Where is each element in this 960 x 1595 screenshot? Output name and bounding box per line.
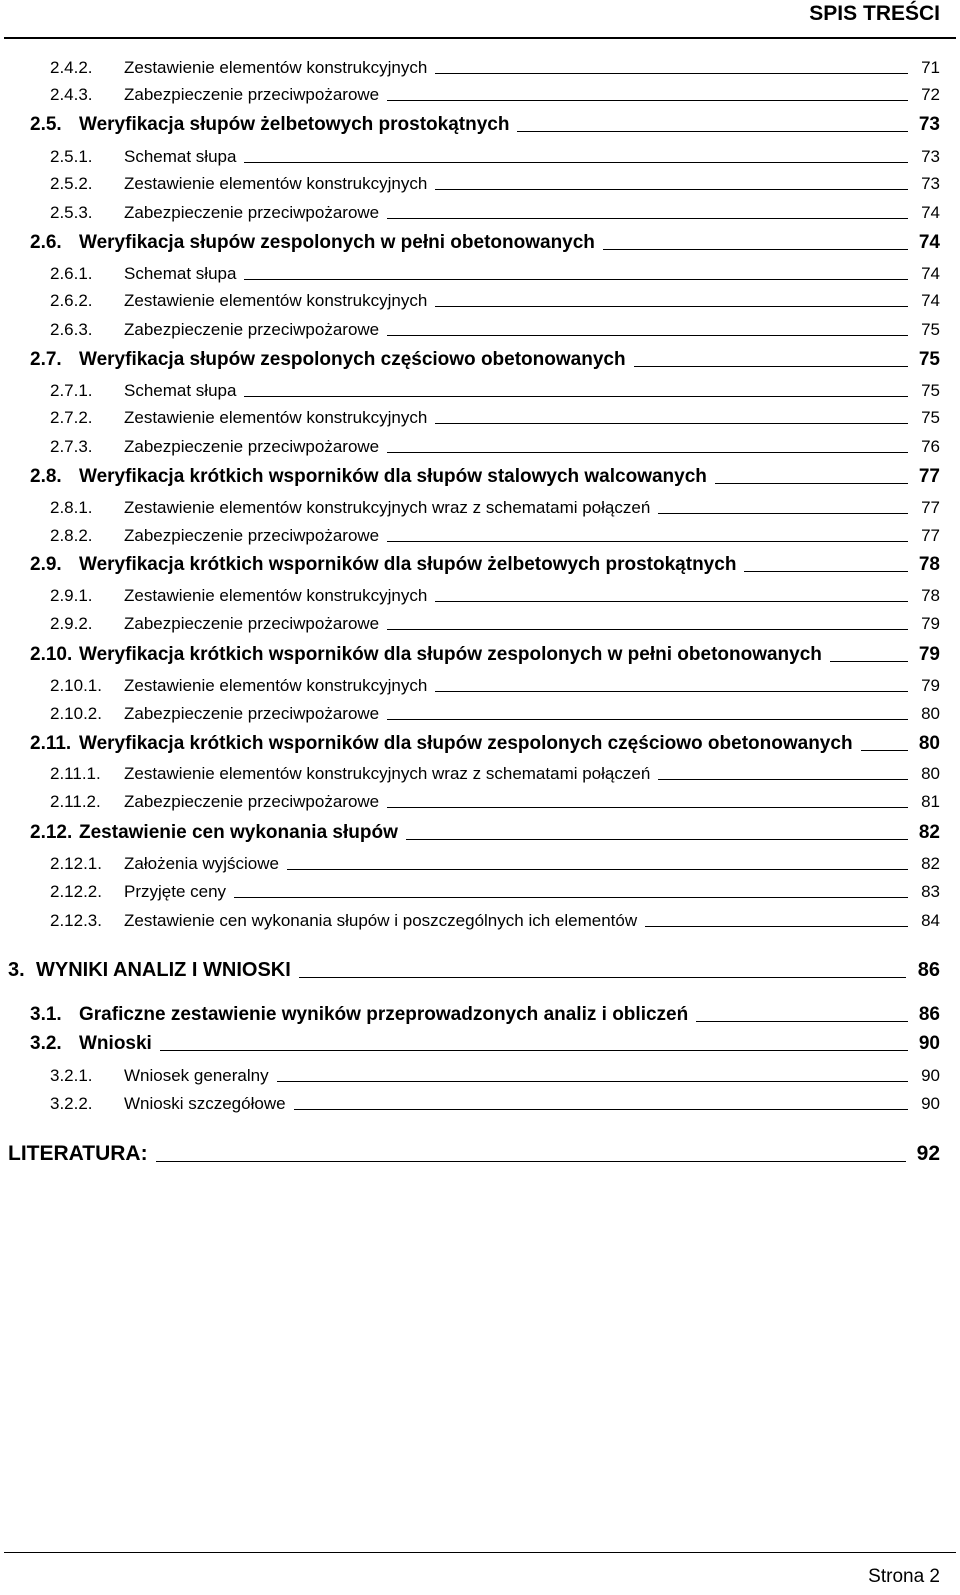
toc-entry-leader-line [435, 306, 908, 307]
toc-entry-page: 81 [921, 792, 940, 811]
toc-entry-title: Zestawienie elementów konstrukcyjnych [124, 291, 428, 310]
toc-entry-title: Założenia wyjściowe [124, 854, 279, 873]
toc-entry-number: 3.2.1. [50, 1066, 93, 1085]
toc-entry-number: 2.12.1. [50, 854, 102, 873]
toc-entry-title: Schemat słupa [124, 147, 237, 166]
toc-entry-title: Wnioski szczegółowe [124, 1094, 286, 1113]
toc-entry-leader-line [406, 839, 908, 840]
toc-entry-leader-line [234, 897, 908, 898]
toc-entry-page: 84 [921, 911, 940, 930]
toc-entry[interactable] [0, 1000, 960, 1026]
toc-entry-page: 74 [918, 232, 940, 253]
toc-entry[interactable] [0, 956, 960, 982]
toc-entry[interactable] [0, 197, 960, 223]
toc-entry-leader-line [299, 977, 906, 978]
toc-entry[interactable] [0, 818, 960, 844]
toc-entry-leader-line [517, 131, 908, 132]
toc-entry-leader-line [387, 629, 908, 630]
toc-entry-page: 73 [921, 147, 940, 166]
toc-entry-page: 72 [921, 85, 940, 104]
toc-entry-leader-line [287, 869, 908, 870]
toc-entry[interactable] [0, 52, 960, 78]
toc-entry-leader-line [387, 100, 908, 101]
toc-entry[interactable] [0, 520, 960, 546]
toc-entry-title: Zabezpieczenie przeciwpożarowe [124, 437, 380, 456]
toc-entry-number: 2.10.2. [50, 704, 102, 723]
toc-entry-number: 2.5. [30, 114, 62, 135]
toc-entry[interactable] [0, 729, 960, 755]
toc-entry-page: 82 [918, 822, 940, 843]
toc-entry-leader-line [294, 1109, 908, 1110]
footer-divider [4, 1552, 956, 1553]
toc-entry-leader-line [634, 366, 908, 367]
toc-entry-leader-line [645, 926, 908, 927]
toc-entry-title: Zabezpieczenie przeciwpożarowe [124, 526, 380, 545]
toc-entry-title: Weryfikacja słupów zespolonych w pełni obetonowanych [79, 232, 595, 253]
toc-entry-page: 74 [921, 291, 940, 310]
toc-entry-number: 2.12. [30, 822, 73, 843]
toc-entry[interactable] [0, 758, 960, 784]
toc-entry-page: 80 [921, 764, 940, 783]
toc-entry-leader-line [244, 162, 908, 163]
toc-entry[interactable] [0, 141, 960, 167]
toc-entry-title: Zestawienie elementów konstrukcyjnych [124, 174, 428, 193]
toc-entry-number: 3.1. [30, 1004, 62, 1025]
toc-entry-number: 2.10.1. [50, 676, 102, 695]
toc-entry[interactable] [0, 168, 960, 194]
toc-entry-number: 2.9.1. [50, 586, 93, 605]
toc-entry-leader-line [387, 335, 908, 336]
toc-entry-page: 90 [918, 1033, 940, 1054]
toc-entry-leader-line [435, 73, 908, 74]
toc-entry-leader-line [435, 423, 908, 424]
toc-entry-title: Graficzne zestawienie wyników przeprowadzonych analiz i obliczeń [79, 1004, 689, 1025]
toc-entry-number: 2.7.2. [50, 408, 93, 427]
header-divider [4, 37, 956, 39]
toc-entry[interactable] [0, 1088, 960, 1114]
toc-entry-page: 73 [918, 114, 940, 135]
toc-entry-leader-line [387, 719, 908, 720]
toc-entry-leader-line [435, 189, 908, 190]
toc-entry[interactable] [0, 228, 960, 254]
toc-entry[interactable] [0, 670, 960, 696]
toc-entry[interactable] [0, 285, 960, 311]
toc-entry-number: 2.12.3. [50, 911, 102, 930]
toc-entry-number: 3. [8, 959, 25, 981]
toc-entry-leader-line [387, 807, 908, 808]
toc-entry-leader-line [387, 218, 908, 219]
toc-entry-title: Wnioski [79, 1033, 152, 1054]
toc-entry[interactable] [0, 848, 960, 874]
toc-entry-page: 80 [921, 704, 940, 723]
toc-entry-number: 2.9.2. [50, 614, 93, 633]
toc-entry-page: 79 [918, 644, 940, 665]
toc-entry-page: 78 [921, 586, 940, 605]
toc-entry-title: Weryfikacja krótkich wsporników dla słupów stalowych walcowanych [79, 466, 707, 487]
toc-entry-title: Wniosek generalny [124, 1066, 269, 1085]
toc-entry-page: 82 [921, 854, 940, 873]
toc-entry[interactable] [0, 1029, 960, 1055]
toc-entry[interactable] [0, 492, 960, 518]
toc-entry-title: Zabezpieczenie przeciwpożarowe [124, 203, 380, 222]
toc-entry-title: Zestawienie elementów konstrukcyjnych wraz z schematami połączeń [124, 764, 651, 783]
toc-entry-page: 77 [918, 466, 940, 487]
toc-entry-title: Zabezpieczenie przeciwpożarowe [124, 320, 380, 339]
toc-entry[interactable] [0, 698, 960, 724]
toc-entry-page: 71 [921, 58, 940, 77]
toc-entry-page: 75 [921, 408, 940, 427]
toc-entry-page: 75 [918, 349, 940, 370]
toc-entry-page: 74 [921, 264, 940, 283]
toc-entry-title: Zestawienie elementów konstrukcyjnych [124, 676, 428, 695]
toc-entry-page: 79 [921, 614, 940, 633]
toc-entry-leader-line [277, 1081, 908, 1082]
toc-entry-page: 75 [921, 320, 940, 339]
page-header-title: SPIS TREŚCI [809, 2, 940, 25]
toc-entry-number: 2.5.3. [50, 203, 93, 222]
toc-entry-leader-line [387, 541, 908, 542]
toc-entry-page: 86 [918, 1004, 940, 1025]
toc-entry-title: Schemat słupa [124, 381, 237, 400]
toc-entry-leader-line [658, 513, 908, 514]
toc-entry-page: 90 [921, 1066, 940, 1085]
toc-entry-title: Zabezpieczenie przeciwpożarowe [124, 704, 380, 723]
toc-entry-number: 2.8. [30, 466, 62, 487]
toc-entry-title: Zestawienie cen wykonania słupów [79, 822, 398, 843]
toc-entry-title: LITERATURA: [8, 1142, 148, 1165]
toc-entry-page: 77 [921, 498, 940, 517]
toc-entry-title: Weryfikacja krótkich wsporników dla słupów zespolonych w pełni obetonowanych [79, 644, 822, 665]
toc-entry-title: Zabezpieczenie przeciwpożarowe [124, 85, 380, 104]
toc-entry-number: 2.7.1. [50, 381, 93, 400]
toc-entry-title: Weryfikacja krótkich wsporników dla słupów żelbetowych prostokątnych [79, 554, 737, 575]
toc-entry-leader-line [696, 1021, 908, 1022]
toc-entry-title: Zabezpieczenie przeciwpożarowe [124, 614, 380, 633]
toc-entry[interactable] [0, 1140, 960, 1166]
toc-entry[interactable] [0, 1060, 960, 1086]
toc-entry-number: 2.11.1. [50, 764, 101, 783]
toc-entry-leader-line [160, 1050, 908, 1051]
toc-entry-page: 74 [921, 203, 940, 222]
toc-entry-title: Zestawienie elementów konstrukcyjnych [124, 586, 428, 605]
toc-entry[interactable] [0, 608, 960, 634]
toc-entry-title: Zestawienie cen wykonania słupów i poszczególnych ich elementów [124, 911, 638, 930]
toc-entry-number: 2.6.1. [50, 264, 93, 283]
toc-entry-number: 3.2. [30, 1033, 62, 1054]
toc-entry-leader-line [387, 452, 908, 453]
toc-entry-number: 2.5.2. [50, 174, 93, 193]
toc-entry-page: 78 [918, 554, 940, 575]
toc-entry[interactable] [0, 110, 960, 136]
toc-entry[interactable] [0, 876, 960, 902]
toc-entry-title: WYNIKI ANALIZ I WNIOSKI [36, 959, 291, 981]
toc-entry-number: 3.2.2. [50, 1094, 93, 1113]
toc-entry-page: 79 [921, 676, 940, 695]
toc-entry[interactable] [0, 580, 960, 606]
toc-entry-leader-line [830, 661, 908, 662]
toc-entry-number: 2.7.3. [50, 437, 93, 456]
toc-entry-number: 2.12.2. [50, 882, 102, 901]
toc-entry-leader-line [156, 1161, 906, 1162]
toc-entry-number: 2.5.1. [50, 147, 93, 166]
toc-entry-number: 2.8.2. [50, 526, 93, 545]
toc-entry-page: 73 [921, 174, 940, 193]
toc-entry-leader-line [244, 396, 908, 397]
toc-entry-leader-line [435, 601, 908, 602]
toc-entry-title: Zestawienie elementów konstrukcyjnych [124, 408, 428, 427]
toc-entry-number: 2.11.2. [50, 792, 101, 811]
toc-entry[interactable] [0, 402, 960, 428]
toc-entry-number: 2.11. [30, 733, 72, 754]
toc-entry-leader-line [658, 779, 908, 780]
toc-entry-page: 75 [921, 381, 940, 400]
footer-page-number: Strona 2 [868, 1566, 940, 1587]
toc-entry-number: 2.10. [30, 644, 73, 665]
toc-entry[interactable] [0, 258, 960, 284]
toc-entry-number: 2.8.1. [50, 498, 93, 517]
toc-entry[interactable] [0, 905, 960, 931]
toc-entry[interactable] [0, 345, 960, 371]
toc-entry-title: Zestawienie elementów konstrukcyjnych [124, 58, 428, 77]
toc-entry-number: 2.4.2. [50, 58, 93, 77]
toc-entry-title: Schemat słupa [124, 264, 237, 283]
toc-entry-number: 2.6.2. [50, 291, 93, 310]
toc-entry-number: 2.9. [30, 554, 62, 575]
toc-entry-number: 2.6.3. [50, 320, 93, 339]
toc-entry[interactable] [0, 550, 960, 576]
toc-entry[interactable] [0, 462, 960, 488]
toc-entry-leader-line [435, 691, 908, 692]
toc-entry-page: 90 [921, 1094, 940, 1113]
toc-entry-title: Zabezpieczenie przeciwpożarowe [124, 792, 380, 811]
toc-entry[interactable] [0, 786, 960, 812]
toc-entry-page: 86 [917, 959, 940, 981]
toc-entry-title: Zestawienie elementów konstrukcyjnych wraz z schematami połączeń [124, 498, 651, 517]
toc-entry-number: 2.6. [30, 232, 62, 253]
toc-entry-leader-line [715, 483, 908, 484]
toc-entry[interactable] [0, 375, 960, 401]
toc-entry-page: 76 [921, 437, 940, 456]
toc-entry-title: Weryfikacja słupów żelbetowych prostokątnych [79, 114, 510, 135]
toc-entry-page: 77 [921, 526, 940, 545]
toc-entry-title: Weryfikacja słupów zespolonych częściowo obetonowanych [79, 349, 626, 370]
toc-entry-page: 92 [916, 1142, 940, 1165]
toc-entry[interactable] [0, 640, 960, 666]
toc-entry-title: Przyjęte ceny [124, 882, 227, 901]
toc-entry-title: Weryfikacja krótkich wsporników dla słupów zespolonych częściowo obetonowanych [79, 733, 853, 754]
toc-entry-page: 83 [921, 882, 940, 901]
toc-entry-page: 80 [918, 733, 940, 754]
toc-entry-leader-line [744, 571, 908, 572]
toc-entry[interactable] [0, 314, 960, 340]
toc-entry-leader-line [244, 279, 908, 280]
toc-entry-leader-line [603, 249, 908, 250]
toc-entry[interactable] [0, 431, 960, 457]
toc-entry-number: 2.4.3. [50, 85, 93, 104]
toc-entry-leader-line [861, 750, 908, 751]
toc-entry-number: 2.7. [30, 349, 62, 370]
toc-entry[interactable] [0, 79, 960, 105]
